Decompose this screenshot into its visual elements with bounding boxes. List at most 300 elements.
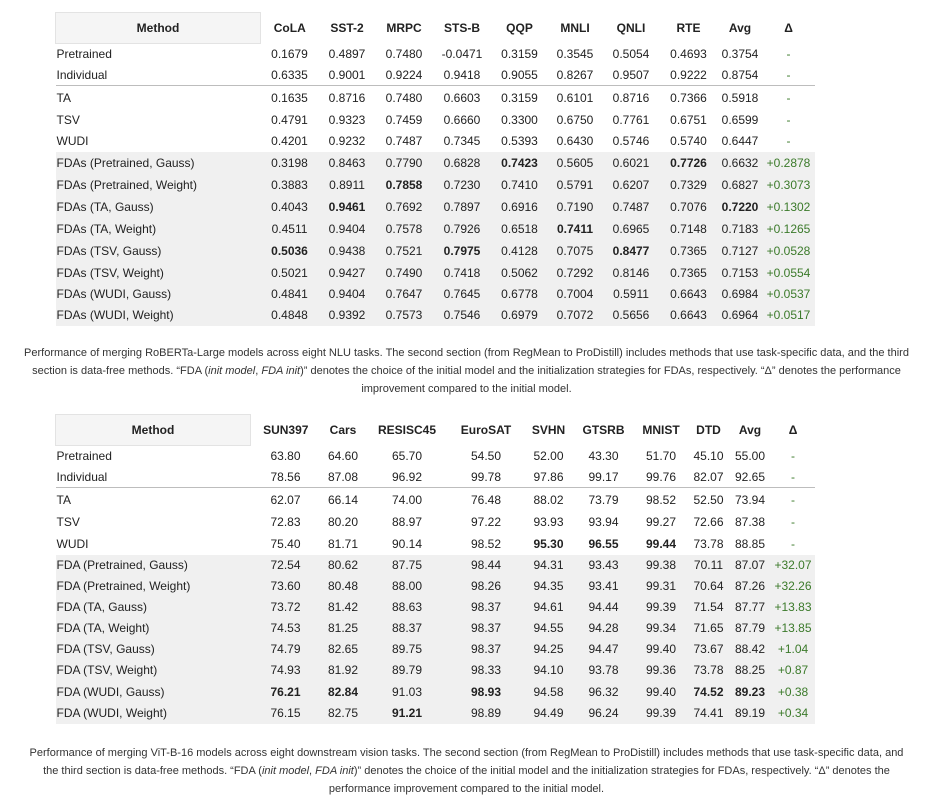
value-cell: 91.21 bbox=[366, 703, 449, 724]
caption-line: Performance of merging RoBERTa-Large models across eight NLU tasks. The second section (from RegMean to ProDistill) includes methods that use task-specific data, and the third bbox=[24, 347, 909, 359]
value-cell: 81.71 bbox=[327, 536, 359, 551]
table-caption bbox=[0, 344, 933, 398]
delta-cell: +0.0554 bbox=[763, 262, 815, 284]
value-cell: 72.83 bbox=[270, 515, 301, 529]
value-cell: 87.07 bbox=[729, 555, 772, 576]
value-cell: 0.7423 bbox=[492, 152, 548, 174]
value-cell: 74.79 bbox=[251, 639, 321, 660]
value-cell: 0.9438 bbox=[319, 240, 376, 262]
table-row bbox=[56, 196, 815, 218]
delta-cell: - bbox=[786, 67, 791, 82]
value-cell: 98.26 bbox=[449, 576, 524, 597]
value-cell: 0.5021 bbox=[261, 262, 319, 284]
value-cell: 0.6632 bbox=[718, 152, 763, 174]
value-cell: 76.21 bbox=[251, 681, 321, 703]
value-cell: 74.53 bbox=[251, 618, 321, 639]
value-cell: 74.00 bbox=[366, 488, 449, 512]
value-cell: 0.7975 bbox=[433, 240, 492, 262]
delta-cell: - bbox=[791, 449, 795, 463]
value-cell: 0.7220 bbox=[718, 196, 763, 218]
value-cell: 98.37 bbox=[449, 618, 524, 639]
value-cell: 0.7573 bbox=[376, 305, 433, 326]
value-cell: 89.23 bbox=[729, 681, 772, 703]
value-cell: 88.00 bbox=[366, 576, 449, 597]
value-cell: 0.8911 bbox=[319, 174, 376, 196]
value-cell: 97.22 bbox=[470, 515, 502, 529]
value-cell: 93.43 bbox=[574, 555, 634, 576]
value-cell: 74.93 bbox=[251, 660, 321, 681]
value-cell: 73.79 bbox=[574, 488, 634, 512]
value-cell: 0.9323 bbox=[328, 113, 366, 127]
value-cell: 90.14 bbox=[391, 536, 423, 551]
value-cell: 0.5746 bbox=[612, 134, 650, 148]
value-cell: 96.92 bbox=[391, 469, 423, 484]
method-cell: WUDI bbox=[56, 134, 89, 148]
value-cell: 89.79 bbox=[366, 660, 449, 681]
value-cell: 0.7190 bbox=[548, 196, 603, 218]
caption-line: performance improvement compared to the initial model. bbox=[328, 783, 605, 795]
delta-cell: +0.2878 bbox=[763, 152, 815, 174]
value-cell: 98.37 bbox=[449, 597, 524, 618]
value-cell: 0.4693 bbox=[670, 47, 707, 61]
column-header: GTSRB bbox=[574, 415, 634, 446]
value-cell: 0.5791 bbox=[548, 174, 603, 196]
value-cell: 87.79 bbox=[729, 618, 772, 639]
value-cell: 0.5740 bbox=[670, 134, 707, 148]
value-cell: 0.9001 bbox=[328, 67, 366, 82]
value-cell: 96.55 bbox=[588, 536, 619, 551]
value-cell: 0.9404 bbox=[319, 218, 376, 240]
method-cell: FDAs (Pretrained, Gauss) bbox=[56, 152, 261, 174]
value-cell: 0.4043 bbox=[261, 196, 319, 218]
value-cell: 0.7487 bbox=[385, 134, 423, 148]
method-cell: FDA (TA, Weight) bbox=[56, 618, 251, 639]
value-cell: 0.7521 bbox=[376, 240, 433, 262]
method-cell: FDAs (TA, Gauss) bbox=[56, 196, 261, 218]
value-cell: 88.85 bbox=[734, 536, 766, 551]
column-header: MNLI bbox=[548, 13, 603, 44]
delta-cell: - bbox=[786, 134, 791, 148]
delta-cell: - bbox=[791, 515, 795, 529]
value-cell: 73.72 bbox=[251, 597, 321, 618]
table-row bbox=[56, 639, 815, 660]
value-cell: 99.39 bbox=[634, 703, 689, 724]
delta-cell: +0.1302 bbox=[763, 196, 815, 218]
method-cell: Individual bbox=[56, 469, 108, 484]
value-cell: 70.64 bbox=[689, 576, 729, 597]
value-cell: 0.4511 bbox=[261, 218, 319, 240]
value-cell: 0.7075 bbox=[548, 240, 603, 262]
value-cell: 92.65 bbox=[734, 469, 766, 484]
value-cell: 99.44 bbox=[645, 536, 677, 551]
method-cell: WUDI bbox=[56, 536, 89, 551]
table-row bbox=[56, 681, 815, 703]
value-cell: 0.7365 bbox=[660, 262, 718, 284]
table-row bbox=[56, 618, 815, 639]
value-cell: 0.6660 bbox=[443, 113, 481, 127]
caption-line: improvement compared to the initial model. bbox=[361, 383, 572, 395]
delta-cell: +32.26 bbox=[772, 576, 815, 597]
value-cell: 0.7366 bbox=[660, 86, 718, 110]
value-cell: 0.6101 bbox=[548, 86, 603, 110]
value-cell: 93.93 bbox=[533, 515, 564, 529]
value-cell: 0.5605 bbox=[548, 152, 603, 174]
value-cell: 98.37 bbox=[449, 639, 524, 660]
delta-cell: - bbox=[791, 469, 795, 484]
delta-cell: +0.3073 bbox=[763, 174, 815, 196]
table-row bbox=[56, 218, 815, 240]
value-cell: 98.52 bbox=[470, 536, 502, 551]
table-row bbox=[56, 446, 815, 467]
value-cell: 0.5393 bbox=[501, 134, 538, 148]
value-cell: 94.35 bbox=[524, 576, 574, 597]
value-cell: 0.7329 bbox=[660, 174, 718, 196]
value-cell: 94.61 bbox=[524, 597, 574, 618]
table-row bbox=[56, 65, 815, 86]
value-cell: 0.7487 bbox=[603, 196, 660, 218]
value-cell: 0.7490 bbox=[376, 262, 433, 284]
value-cell: 0.1679 bbox=[271, 47, 308, 61]
value-cell: 0.6751 bbox=[670, 113, 707, 127]
value-cell: 99.36 bbox=[634, 660, 689, 681]
method-cell: FDAs (TSV, Weight) bbox=[56, 262, 261, 284]
delta-cell: +32.07 bbox=[772, 555, 815, 576]
value-cell: 0.3159 bbox=[501, 47, 538, 61]
table-header-row bbox=[56, 415, 815, 446]
value-cell: 52.00 bbox=[533, 449, 564, 463]
value-cell: 98.33 bbox=[449, 660, 524, 681]
table-row bbox=[56, 533, 815, 555]
value-cell: 0.3754 bbox=[721, 47, 759, 61]
table-row bbox=[56, 576, 815, 597]
value-cell: 88.25 bbox=[729, 660, 772, 681]
value-cell: 0.7459 bbox=[385, 113, 423, 127]
value-cell: 94.31 bbox=[524, 555, 574, 576]
value-cell: 63.80 bbox=[270, 449, 301, 463]
value-cell: 72.54 bbox=[251, 555, 321, 576]
value-cell: 82.84 bbox=[321, 681, 366, 703]
column-header: DTD bbox=[689, 415, 729, 446]
value-cell: 96.24 bbox=[574, 703, 634, 724]
value-cell: 45.10 bbox=[693, 449, 724, 463]
value-cell: 0.9461 bbox=[319, 196, 376, 218]
value-cell: 80.20 bbox=[327, 515, 359, 529]
method-cell: FDAs (TA, Weight) bbox=[56, 218, 261, 240]
value-cell: 0.7926 bbox=[433, 218, 492, 240]
value-cell: 0.8477 bbox=[603, 240, 660, 262]
column-header: SST-2 bbox=[319, 13, 376, 44]
value-cell: 0.6430 bbox=[556, 134, 594, 148]
value-cell: 0.9224 bbox=[385, 67, 423, 82]
value-cell: 0.1635 bbox=[261, 86, 319, 110]
column-header: RTE bbox=[660, 13, 718, 44]
value-cell: 0.6984 bbox=[718, 284, 763, 305]
value-cell: 88.02 bbox=[524, 488, 574, 512]
value-cell: 0.6979 bbox=[492, 305, 548, 326]
value-cell: 98.44 bbox=[449, 555, 524, 576]
value-cell: 0.7148 bbox=[660, 218, 718, 240]
method-cell: FDAs (WUDI, Weight) bbox=[56, 305, 261, 326]
delta-cell: +0.0517 bbox=[763, 305, 815, 326]
value-cell: 82.65 bbox=[321, 639, 366, 660]
table-row bbox=[56, 703, 815, 724]
delta-cell: +0.87 bbox=[772, 660, 815, 681]
value-cell: 87.26 bbox=[729, 576, 772, 597]
delta-cell: +13.83 bbox=[772, 597, 815, 618]
table-row bbox=[56, 467, 815, 488]
value-cell: 0.6447 bbox=[721, 134, 759, 148]
column-header: CoLA bbox=[261, 13, 319, 44]
value-cell: 94.58 bbox=[524, 681, 574, 703]
value-cell: 99.38 bbox=[634, 555, 689, 576]
delta-cell: +0.1265 bbox=[763, 218, 815, 240]
table-row bbox=[56, 512, 815, 533]
column-header: SUN397 bbox=[251, 415, 321, 446]
roberta-results-table bbox=[55, 12, 815, 326]
table-row bbox=[56, 488, 815, 512]
delta-cell: - bbox=[763, 86, 815, 110]
column-header: SVHN bbox=[524, 415, 574, 446]
value-cell: 0.9404 bbox=[319, 284, 376, 305]
value-cell: 99.78 bbox=[470, 469, 502, 484]
value-cell: 0.7578 bbox=[376, 218, 433, 240]
value-cell: 0.9427 bbox=[319, 262, 376, 284]
value-cell: 0.7345 bbox=[443, 134, 481, 148]
value-cell: 0.7410 bbox=[492, 174, 548, 196]
value-cell: 99.40 bbox=[634, 639, 689, 660]
value-cell: 0.9507 bbox=[612, 67, 650, 82]
value-cell: 0.4201 bbox=[271, 134, 308, 148]
value-cell: 73.94 bbox=[729, 488, 772, 512]
value-cell: 0.9418 bbox=[443, 67, 481, 82]
value-cell: 0.7365 bbox=[660, 240, 718, 262]
value-cell: 97.86 bbox=[533, 469, 564, 484]
value-cell: 0.6643 bbox=[660, 305, 718, 326]
value-cell: 78.56 bbox=[270, 469, 301, 484]
value-cell: 81.25 bbox=[321, 618, 366, 639]
method-cell: FDA (TSV, Gauss) bbox=[56, 639, 251, 660]
table-row bbox=[56, 44, 815, 65]
value-cell: 0.7480 bbox=[376, 86, 433, 110]
value-cell: 0.6778 bbox=[492, 284, 548, 305]
value-cell: 0.6828 bbox=[433, 152, 492, 174]
value-cell: 0.9232 bbox=[328, 134, 366, 148]
column-header: QQP bbox=[492, 13, 548, 44]
value-cell: 0.5054 bbox=[612, 47, 650, 61]
value-cell: 94.10 bbox=[524, 660, 574, 681]
value-cell: 0.4848 bbox=[261, 305, 319, 326]
value-cell: 76.15 bbox=[251, 703, 321, 724]
value-cell: 0.8463 bbox=[319, 152, 376, 174]
method-cell: FDA (WUDI, Gauss) bbox=[56, 681, 251, 703]
value-cell: 0.7127 bbox=[718, 240, 763, 262]
value-cell: 55.00 bbox=[734, 449, 766, 463]
value-cell: 0.6335 bbox=[271, 67, 308, 82]
value-cell: 73.78 bbox=[689, 660, 729, 681]
value-cell: 81.42 bbox=[321, 597, 366, 618]
caption-line: the third section is data-free methods. “FDA (init model, FDA init)” denotes the choice of the initial model and the initialization strategies for FDAs, respectively. “Δ” denotes the bbox=[43, 765, 890, 777]
table-row bbox=[56, 86, 815, 110]
value-cell: 82.75 bbox=[321, 703, 366, 724]
value-cell: 0.6965 bbox=[603, 218, 660, 240]
table-header-row bbox=[56, 13, 815, 44]
value-cell: 87.08 bbox=[327, 469, 359, 484]
value-cell: 0.7480 bbox=[385, 47, 423, 61]
method-cell: FDA (WUDI, Weight) bbox=[56, 703, 251, 724]
value-cell: 0.8267 bbox=[556, 67, 594, 82]
value-cell: 0.9055 bbox=[501, 67, 538, 82]
value-cell: 88.42 bbox=[729, 639, 772, 660]
delta-cell: - bbox=[772, 488, 815, 512]
method-cell: Individual bbox=[56, 67, 108, 82]
value-cell: 98.52 bbox=[634, 488, 689, 512]
delta-cell: +13.85 bbox=[772, 618, 815, 639]
value-cell: 99.34 bbox=[634, 618, 689, 639]
value-cell: 94.25 bbox=[524, 639, 574, 660]
value-cell: 0.8754 bbox=[721, 67, 759, 82]
value-cell: 0.7418 bbox=[433, 262, 492, 284]
delta-cell: +0.38 bbox=[772, 681, 815, 703]
value-cell: 51.70 bbox=[645, 449, 677, 463]
method-cell: FDAs (TSV, Gauss) bbox=[56, 240, 261, 262]
value-cell: 74.52 bbox=[689, 681, 729, 703]
value-cell: 73.60 bbox=[251, 576, 321, 597]
value-cell: 94.44 bbox=[574, 597, 634, 618]
column-header: Avg bbox=[718, 13, 763, 44]
value-cell: -0.0471 bbox=[441, 47, 483, 61]
method-cell: FDAs (Pretrained, Weight) bbox=[56, 174, 261, 196]
value-cell: 82.07 bbox=[693, 469, 724, 484]
value-cell: 0.3883 bbox=[261, 174, 319, 196]
method-cell: Pretrained bbox=[56, 47, 112, 62]
value-cell: 0.7153 bbox=[718, 262, 763, 284]
value-cell: 0.4791 bbox=[271, 113, 308, 127]
value-cell: 89.75 bbox=[366, 639, 449, 660]
value-cell: 74.41 bbox=[689, 703, 729, 724]
value-cell: 0.5062 bbox=[492, 262, 548, 284]
value-cell: 0.5656 bbox=[603, 305, 660, 326]
value-cell: 0.6599 bbox=[721, 113, 759, 127]
table-row bbox=[56, 152, 815, 174]
value-cell: 62.07 bbox=[251, 488, 321, 512]
caption-line: section is data-free methods. “FDA (init model, FDA init)” denotes the choice of the initial model and the initialization strategies for FDAs, respectively. “Δ” denotes the performance bbox=[32, 365, 901, 377]
value-cell: 0.4128 bbox=[492, 240, 548, 262]
value-cell: 87.38 bbox=[734, 515, 766, 529]
value-cell: 0.6916 bbox=[492, 196, 548, 218]
value-cell: 99.39 bbox=[634, 597, 689, 618]
table-row bbox=[56, 262, 815, 284]
method-cell: TSV bbox=[56, 113, 80, 127]
method-cell: FDA (Pretrained, Weight) bbox=[56, 576, 251, 597]
value-cell: 0.7645 bbox=[433, 284, 492, 305]
value-cell: 73.78 bbox=[693, 536, 724, 551]
value-cell: 94.55 bbox=[524, 618, 574, 639]
value-cell: 94.49 bbox=[524, 703, 574, 724]
value-cell: 0.7183 bbox=[718, 218, 763, 240]
value-cell: 65.70 bbox=[391, 449, 423, 463]
value-cell: 99.31 bbox=[634, 576, 689, 597]
value-cell: 99.76 bbox=[645, 469, 677, 484]
value-cell: 0.6603 bbox=[433, 86, 492, 110]
value-cell: 81.92 bbox=[321, 660, 366, 681]
value-cell: 93.94 bbox=[588, 515, 619, 529]
value-cell: 93.41 bbox=[574, 576, 634, 597]
value-cell: 99.27 bbox=[645, 515, 677, 529]
value-cell: 0.6021 bbox=[603, 152, 660, 174]
column-header: Δ bbox=[772, 415, 815, 446]
column-header: QNLI bbox=[603, 13, 660, 44]
value-cell: 72.66 bbox=[693, 515, 724, 529]
column-header: Δ bbox=[763, 13, 815, 44]
value-cell: 64.60 bbox=[327, 449, 359, 463]
column-header: EuroSAT bbox=[449, 415, 524, 446]
value-cell: 0.8716 bbox=[603, 86, 660, 110]
value-cell: 99.40 bbox=[634, 681, 689, 703]
value-cell: 88.97 bbox=[391, 515, 423, 529]
value-cell: 80.48 bbox=[321, 576, 366, 597]
value-cell: 88.63 bbox=[366, 597, 449, 618]
value-cell: 0.9222 bbox=[670, 67, 707, 82]
value-cell: 93.78 bbox=[574, 660, 634, 681]
value-cell: 75.40 bbox=[270, 536, 301, 551]
value-cell: 80.62 bbox=[321, 555, 366, 576]
table-row bbox=[56, 555, 815, 576]
table-row bbox=[56, 284, 815, 305]
value-cell: 99.17 bbox=[588, 469, 619, 484]
value-cell: 87.77 bbox=[729, 597, 772, 618]
method-cell: FDA (TA, Gauss) bbox=[56, 597, 251, 618]
delta-cell: +0.0537 bbox=[763, 284, 815, 305]
delta-cell: +0.0528 bbox=[763, 240, 815, 262]
value-cell: 0.6643 bbox=[660, 284, 718, 305]
value-cell: 0.3198 bbox=[261, 152, 319, 174]
value-cell: 0.8716 bbox=[319, 86, 376, 110]
value-cell: 0.3300 bbox=[501, 113, 538, 127]
value-cell: 0.8146 bbox=[603, 262, 660, 284]
value-cell: 0.4897 bbox=[328, 47, 366, 61]
value-cell: 0.5036 bbox=[261, 240, 319, 262]
value-cell: 73.67 bbox=[689, 639, 729, 660]
table-row bbox=[56, 131, 815, 152]
value-cell: 0.7726 bbox=[660, 152, 718, 174]
value-cell: 0.6827 bbox=[718, 174, 763, 196]
method-cell: TSV bbox=[56, 515, 80, 529]
value-cell: 0.6750 bbox=[556, 113, 594, 127]
value-cell: 0.7076 bbox=[660, 196, 718, 218]
value-cell: 95.30 bbox=[533, 536, 564, 551]
value-cell: 0.7761 bbox=[612, 113, 650, 127]
value-cell: 0.7546 bbox=[433, 305, 492, 326]
column-header: Cars bbox=[321, 415, 366, 446]
table-caption bbox=[0, 744, 933, 798]
delta-cell: - bbox=[791, 536, 795, 551]
value-cell: 0.7897 bbox=[433, 196, 492, 218]
value-cell: 0.7858 bbox=[376, 174, 433, 196]
value-cell: 98.89 bbox=[449, 703, 524, 724]
value-cell: 88.37 bbox=[366, 618, 449, 639]
delta-cell: +1.04 bbox=[772, 639, 815, 660]
column-header: STS-B bbox=[433, 13, 492, 44]
method-cell: FDA (TSV, Weight) bbox=[56, 660, 251, 681]
method-cell: Pretrained bbox=[56, 449, 112, 464]
value-cell: 54.50 bbox=[470, 449, 502, 463]
table-row bbox=[56, 240, 815, 262]
value-cell: 66.14 bbox=[321, 488, 366, 512]
value-cell: 0.7004 bbox=[548, 284, 603, 305]
value-cell: 71.65 bbox=[689, 618, 729, 639]
column-header: RESISC45 bbox=[366, 415, 449, 446]
value-cell: 0.7790 bbox=[376, 152, 433, 174]
